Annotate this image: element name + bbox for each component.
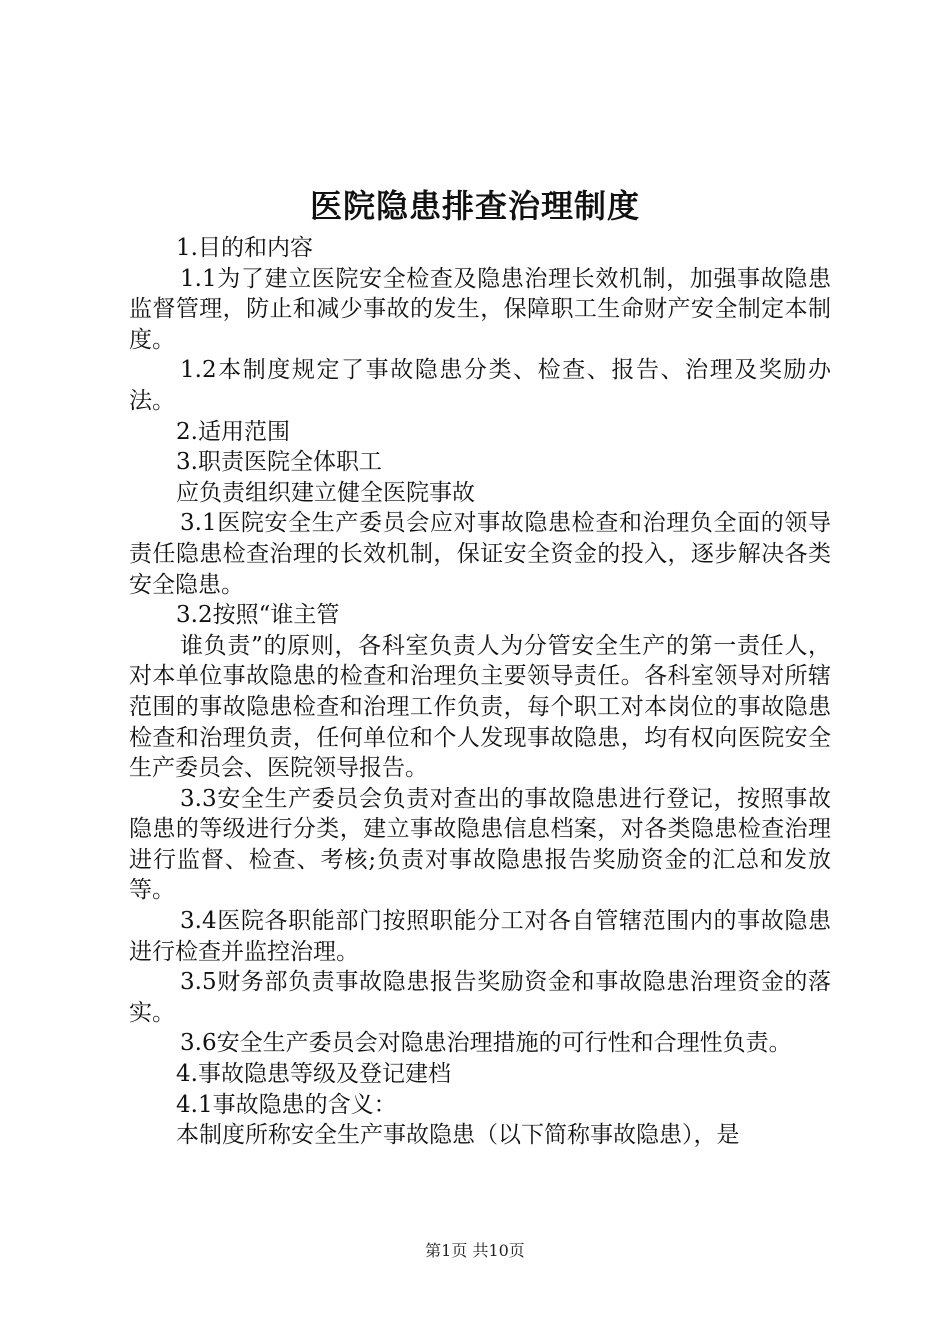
document-title: 医院隐患排查治理制度: [309, 187, 640, 225]
paragraph: 4.1事故隐患的含义：: [176, 1091, 397, 1118]
paragraph: 3.3安全生产委员会负责对查出的事故隐患进行登记，按照事故隐患的等级进行分类，建立事故隐患信息档案，对各类隐患检查治理进行监督、检查、考核;负责对事故隐患报告奖励资金的汇总和发放等。: [129, 785, 831, 904]
paragraph: 4.事故隐患等级及登记建档: [176, 1061, 451, 1088]
paragraph: 3.4医院各职能部门按照职能分工对各自管辖范围内的事故隐患进行检查并监控治理。: [129, 908, 831, 965]
paragraph: 3.1医院安全生产委员会应对事故隐患检查和治理负全面的领导责任隐患检查治理的长效机制，保证安全资金的投入，逐步解决各类安全隐患。: [129, 510, 831, 598]
page-footer: 第1页 共10页: [425, 1241, 525, 1260]
paragraph: 应负责组织建立健全医院事故: [176, 479, 475, 506]
paragraph: 1.1为了建立医院安全检查及隐患治理长效机制，加强事故隐患监督管理，防止和减少事故的发生，保障职工生命财产安全制定本制度。: [129, 265, 831, 353]
paragraph: 谁负责”的原则，各科室负责人为分管安全生产的第一责任人，对本单位事故隐患的检查和治理负主要领导责任。各科室领导对所辖范围的事故隐患检查和治理工作负责，每个职工对本岗位的事故隐患检查和治理负责，任何单位和个人发现事故隐患，均有权向医院安全生产委员会、医院领导报告。: [129, 632, 831, 782]
paragraph: 3.2按照“谁主管: [176, 602, 340, 629]
paragraph: 1.2本制度规定了事故隐患分类、检查、报告、治理及奖励办法。: [129, 357, 831, 414]
document-body: [129, 233, 831, 1151]
paragraph: 2.适用范围: [176, 418, 290, 445]
paragraph: 1.目的和内容: [176, 235, 313, 261]
paragraph: 3.职责医院全体职工: [176, 449, 382, 476]
paragraph: 3.6安全生产委员会对隐患治理措施的可行性和合理性负责。: [180, 1030, 792, 1057]
paragraph: 本制度所称安全生产事故隐患（以下简称事故隐患），是: [176, 1122, 740, 1149]
paragraph: 3.5财务部负责事故隐患报告奖励资金和事故隐患治理资金的落实。: [129, 969, 831, 1026]
